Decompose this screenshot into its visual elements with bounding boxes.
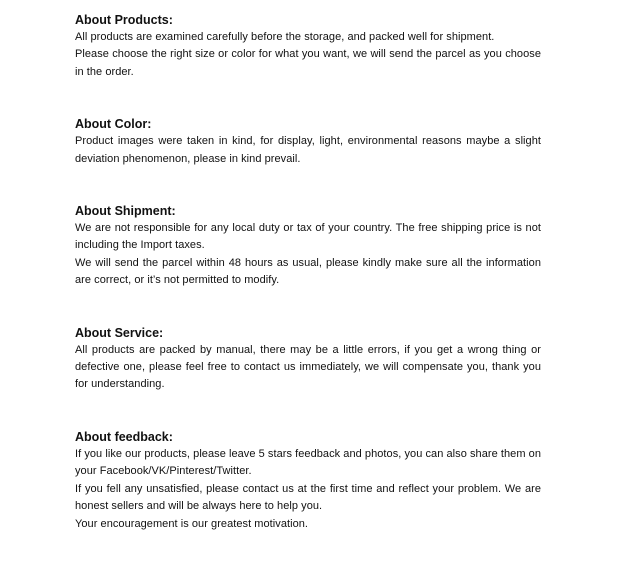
section-heading: About Color: — [75, 117, 152, 132]
section-products — [75, 12, 541, 81]
section-paragraph: We will send the parcel within 48 hours as usual, please kindly make sure all the information are correct, or it’s not permitted to modify. — [75, 256, 541, 287]
section-shipment — [75, 203, 541, 290]
section-color — [75, 116, 541, 168]
section-paragraph: Please choose the right size or color for what you want, we will send the parcel as you choose in the order. — [75, 48, 541, 78]
section-feedback — [75, 429, 541, 533]
section-heading: About feedback: — [75, 429, 173, 444]
policy-document — [75, 12, 541, 533]
section-heading: About Service: — [75, 325, 164, 340]
section-paragraph: We are not responsible for any local duty or tax of your country. The free shipping price is not including the Import taxes. — [75, 222, 541, 252]
section-paragraph: Your encouragement is our greatest motivation. — [75, 517, 309, 530]
section-paragraph: All products are examined carefully before the storage, and packed well for shipment. — [75, 31, 495, 43]
section-paragraph: If you like our products, please leave 5 stars feedback and photos, you can also share them on your Facebook/VK/Pinterest/Twitter. — [75, 447, 541, 478]
section-paragraph: If you fell any unsatisfied, please contact us at the first time and reflect your problem. We are honest sellers and will be always here to help you. — [75, 482, 541, 513]
section-service — [75, 325, 541, 394]
section-heading: About Products: — [75, 13, 173, 27]
section-paragraph: All products are packed by manual, there may be a little errors, if you get a wrong thing or defective one, please feel free to contact us immediately, we will compensate you, thank you for understanding. — [75, 343, 541, 391]
section-heading: About Shipment: — [75, 204, 176, 219]
section-paragraph: Product images were taken in kind, for display, light, environmental reasons maybe a slight deviation phenomenon, please in kind prevail. — [75, 135, 541, 165]
